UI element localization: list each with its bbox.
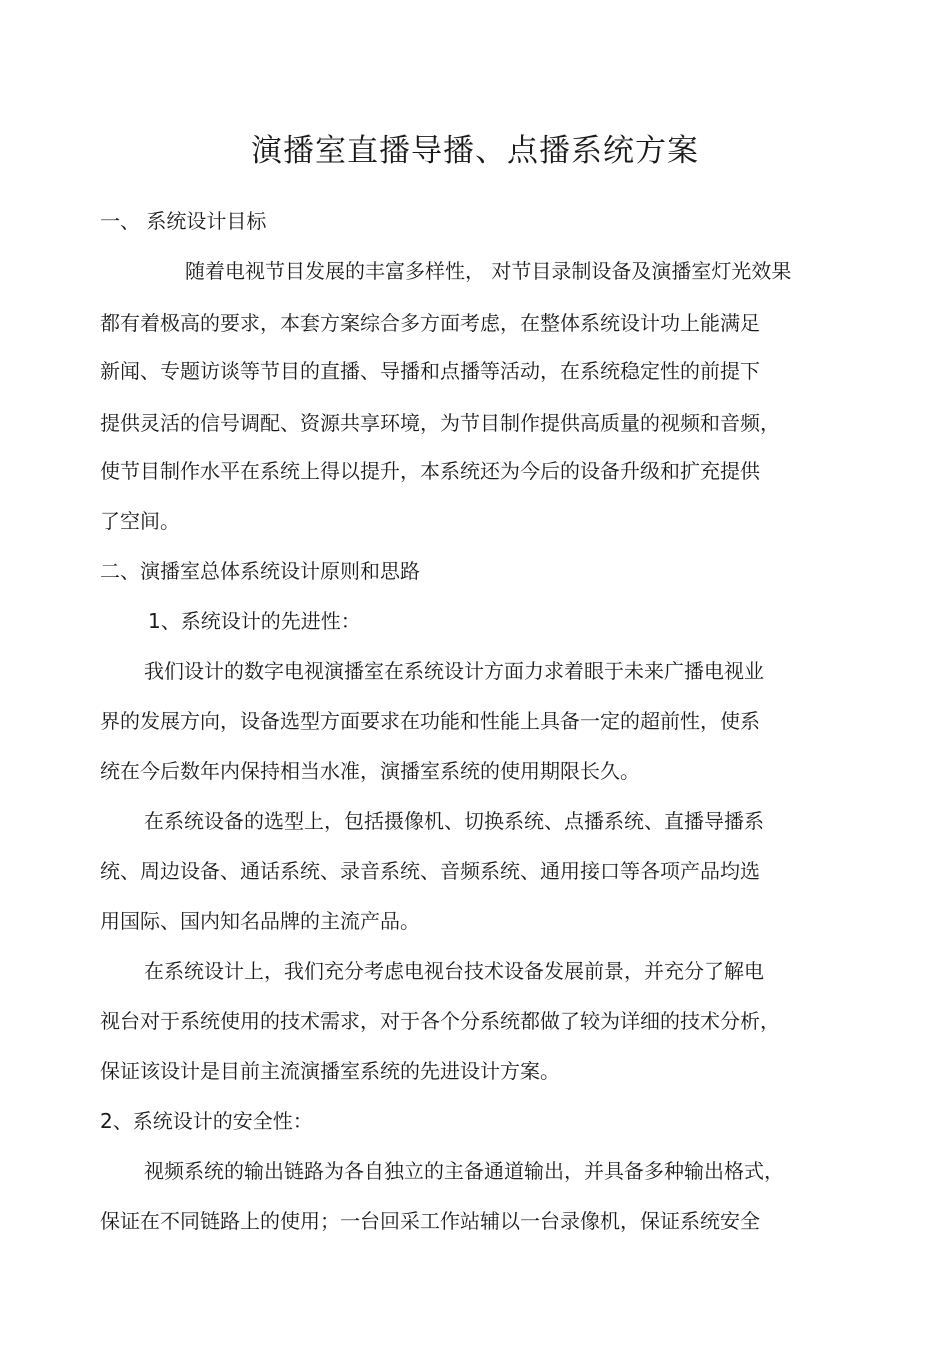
subsection-heading-2: 2、系统设计的安全性：: [100, 1109, 313, 1133]
paragraph-line: 视频系统的输出链路为各自独立的主备通道输出，并具备多种输出格式，: [144, 1159, 784, 1183]
paragraph-line: 统、周边设备、通话系统、录音系统、音频系统、通用接口等各项产品均选: [100, 859, 760, 883]
paragraph-line: 使节目制作水平在系统上得以提升，本系统还为今后的设备升级和扩充提供: [100, 459, 760, 483]
paragraph-line: 保证该设计是目前主流演播室系统的先进设计方案。: [100, 1059, 560, 1083]
paragraph-line: 在系统设备的选型上，包括摄像机、切换系统、点播系统、直播导播系: [144, 809, 764, 833]
subsection-heading-1: 1、系统设计的先进性：: [148, 609, 361, 633]
section-heading-2: 二、演播室总体系统设计原则和思路: [100, 559, 420, 583]
paragraph-line: 在系统设计上，我们充分考虑电视台技术设备发展前景，并充分了解电: [144, 959, 764, 983]
paragraph-line: 都有着极高的要求，本套方案综合多方面考虑，在整体系统设计功上能满足: [100, 311, 760, 335]
paragraph-line: 视台对于系统使用的技术需求，对于各个分系统都做了较为详细的技术分析，: [100, 1009, 780, 1033]
paragraph-line: 随着电视节目发展的丰富多样性， 对节目录制设备及演播室灯光效果: [185, 259, 792, 283]
paragraph-line: 新闻、专题访谈等节目的直播、导播和点播等活动，在系统稳定性的前提下: [100, 359, 760, 383]
section-heading-1: 一、 系统设计目标: [100, 209, 267, 233]
document-title: 演播室直播导播、点播系统方案: [251, 133, 699, 169]
paragraph-line: 统在今后数年内保持相当水准，演播室系统的使用期限长久。: [100, 759, 640, 783]
paragraph-line: 界的发展方向，设备选型方面要求在功能和性能上具备一定的超前性，使系: [100, 709, 760, 733]
paragraph-line: 提供灵活的信号调配、资源共享环境，为节目制作提供高质量的视频和音频，: [100, 411, 780, 435]
paragraph-line: 用国际、国内知名品牌的主流产品。: [100, 909, 420, 933]
paragraph-line: 了空间。: [100, 509, 180, 533]
paragraph-line: 保证在不同链路上的使用；一台回采工作站辅以一台录像机，保证系统安全: [100, 1209, 760, 1233]
paragraph-line: 我们设计的数字电视演播室在系统设计方面力求着眼于未来广播电视业: [144, 659, 764, 683]
